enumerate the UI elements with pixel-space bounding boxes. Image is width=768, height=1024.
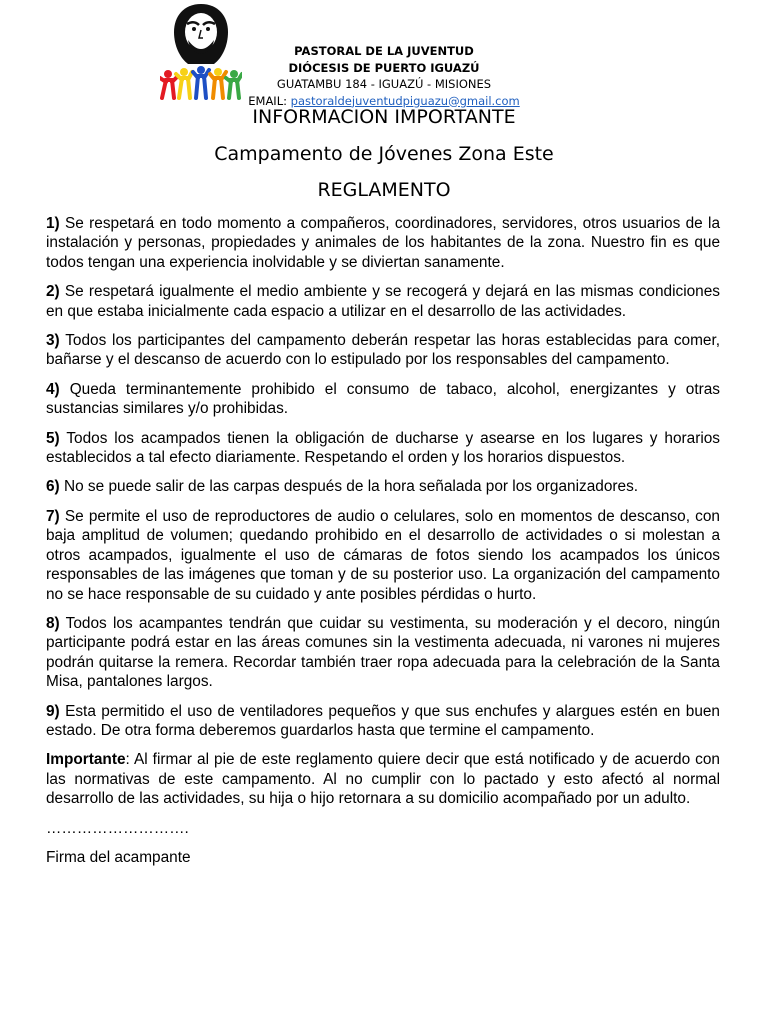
important-note [46, 750, 720, 808]
org-name: PASTORAL DE LA JUVENTUD [294, 44, 474, 58]
email-link[interactable]: pastoraldejuventudpiguazu@gmail.com [290, 93, 520, 108]
important-text: : Al firmar al pie de este reglamento quiere decir que está notificado y de acuerdo con las normativas de este campamento. Al no cumplir con lo pactado y esto afectó al normal desarrollo de las actividades, su hija o hijo retornara a su domicilio acompañado por un adulto. [46, 751, 720, 808]
diocese-name: DIÓCESIS DE PUERTO IGUAZÚ [288, 60, 480, 75]
rule-text: Se respetará en todo momento a compañeros, coordinadores, servidores, otros usuarios de la instalación y personas, propiedades y animales de los habitantes de la zona. Nuestro fin es que todos tengan una experiencia inolvidable y se diviertan sanamente. [46, 215, 721, 271]
rule-text: Todos los acampantes tendrán que cuidar su vestimenta, su moderación y el decoro, ningún participante podrá estar en las áreas comunes sin la vestimenta adecuada, ni varones ni mujeres podrán quitarse la remera. Recordar también traer ropa adecuada para la celebración de la Santa Misa, pantalones largos. [46, 614, 720, 691]
rule-text: Todos los participantes del campamento deberán respetar las horas establecidas para comer, bañarse y el descanso de acuerdo con lo estipulado por los responsables del campamento. [46, 332, 721, 369]
rule-text: Se permite el uso de reproductores de audio o celulares, solo en momentos de descanso, con baja amplitud de volumen; quedando prohibido en el desarrollo de actividades o si molestan a otros acampados, igualmente el uso de cámaras de fotos siendo los acampados los únicos responsables de las imágenes que toman y de su posterior uso. La organización del campamento no se hace responsable de su cuidado y ante posibles pérdidas o hurto. [46, 507, 720, 603]
rule-number: 5) [46, 429, 60, 447]
rule-item [46, 380, 720, 419]
signature-label: Firma del acampante [46, 848, 191, 866]
rule-text: No se puede salir de las carpas después de la hora señalada por los organizadores. [63, 478, 639, 496]
rule-number: 1) [46, 215, 60, 232]
organization-header [234, 43, 534, 109]
rule-number: 7) [46, 507, 60, 525]
rule-number: 4) [46, 380, 60, 398]
rule-item [46, 429, 720, 468]
rule-item [46, 282, 720, 321]
rule-text: Esta permitido el uso de ventiladores pequeños y que sus enchufes y alargues estén en buen estado. De otra forma deberemos guardarlos hasta que termine el campamento. [46, 702, 720, 739]
rule-number: 3) [46, 332, 60, 350]
rule-item [46, 214, 720, 272]
signature-line: ………………………. [46, 819, 189, 837]
rule-number: 2) [46, 283, 60, 301]
rule-item [46, 477, 720, 496]
rule-number: 8) [46, 614, 60, 632]
pastoral-logo-icon [160, 2, 242, 102]
important-label: Importante [46, 751, 126, 769]
main-title: INFORMACION IMPORTANTE [252, 106, 516, 128]
rules-body [46, 214, 720, 877]
rule-item [46, 702, 720, 741]
rule-text: Se respetará igualmente el medio ambiente y se recogerá y dejará en las mismas condiciones en que estaba inicialmente cada espacio a utilizar en el desarrollo de las actividades. [46, 283, 720, 320]
rule-text: Queda terminantemente prohibido el consumo de tabaco, alcohol, energizantes y otras sustancias similares y/o prohibidas. [46, 380, 720, 418]
rule-item [46, 507, 720, 604]
event-title: Campamento de Jóvenes Zona Este [214, 143, 554, 165]
rule-item [46, 331, 720, 370]
rule-item [46, 614, 720, 692]
rule-text: Todos los acampados tienen la obligación de ducharse y asearse en los lugares y horarios establecidos a tal efecto diariamente. Respetando el orden y los horarios dispuestos. [46, 429, 721, 467]
rule-number: 9) [46, 702, 60, 720]
email-label: EMAIL: [248, 93, 287, 108]
section-title: REGLAMENTO [317, 179, 451, 201]
rule-number: 6) [46, 478, 60, 496]
org-address: GUATAMBU 184 - IGUAZÚ - MISIONES [276, 77, 492, 91]
